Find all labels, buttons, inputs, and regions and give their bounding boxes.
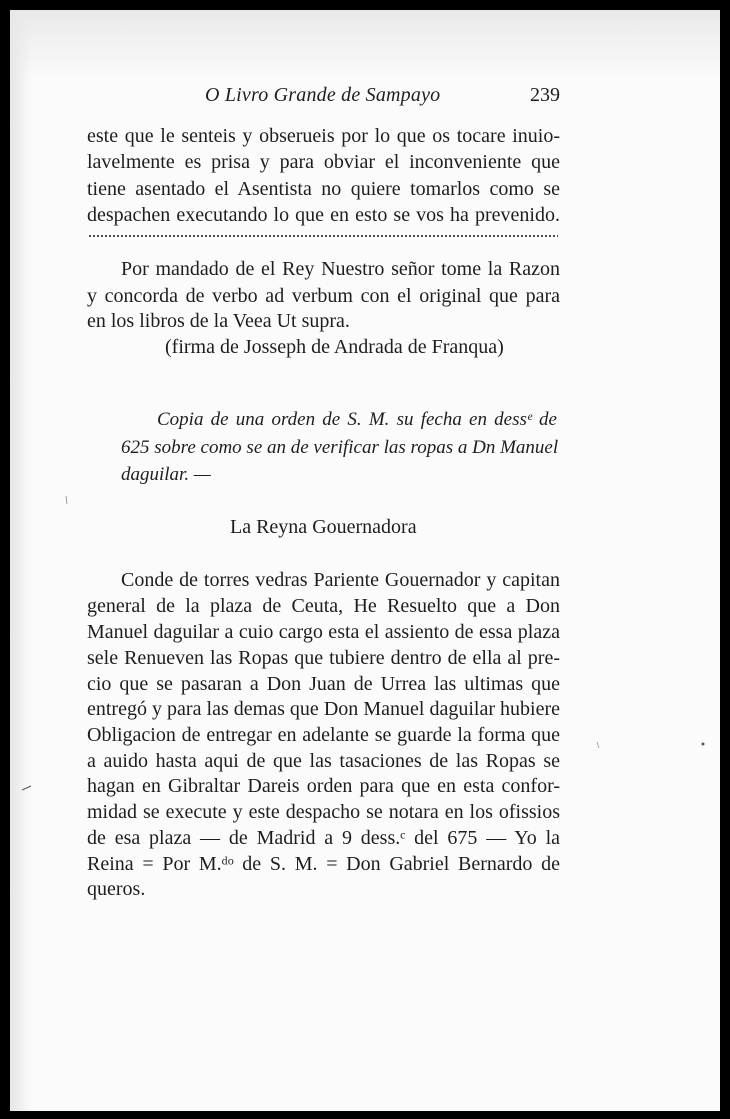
speck-mark xyxy=(22,786,31,790)
paragraph2-line: en los libros de la Veea Ut supra. xyxy=(87,310,350,332)
running-title: O Livro Grande de Sampayo xyxy=(205,84,441,106)
caption-line: 625 sobre como se an de verificar las ropas a Dn Manuel xyxy=(121,437,559,458)
paragraph3-line: cio que se pasaran a Don Juan de Urrea las ultimas que xyxy=(87,673,560,695)
paragraph3-line: Conde de torres vedras Pariente Gouernador y capitan xyxy=(121,569,560,591)
speck-mark xyxy=(66,496,67,504)
paragraph1-line: lavelmente es prisa y para obviar el inconveniente que xyxy=(87,151,560,173)
paragraph3-line: hagan en Gibraltar Dareis orden para que en esta confor- xyxy=(87,775,560,797)
paragraph3-line: general de la plaza de Ceuta, He Resuelto que a Don xyxy=(87,595,560,617)
paragraph1-line: despachen executando lo que en esto se vos ha prevenido. xyxy=(87,204,560,226)
paragraph3-line: Manuel daguilar a cuio cargo esta el assiento de essa plaza xyxy=(87,621,560,643)
paragraph2-line: Por mandado de el Rey Nuestro señor tome la Razon xyxy=(121,258,560,280)
speck-mark xyxy=(597,742,599,748)
caption-line: Copia de una orden de S. M. su fecha en dessᵉ de xyxy=(157,409,557,430)
paragraph1-line: tiene asentado el Asentista no quiere tomarlos como se xyxy=(87,178,560,200)
paragraph3-line: Obligacion de entregar en adelante se guarde la forma que xyxy=(87,724,560,746)
paragraph3-line: sele Renueven las Ropas que tubiere dentro de ella al pre- xyxy=(87,647,560,669)
caption-line: daguilar. — xyxy=(121,464,211,485)
paragraph3-line: Reina = Por M.ᵈᵒ de S. M. = Don Gabriel Bernardo de xyxy=(87,853,560,875)
paragraph3-line: midad se execute y este despacho se notara en los ofissios xyxy=(87,801,560,823)
signature-note: (firma de Josseph de Andrada de Franqua) xyxy=(165,336,504,358)
paragraph3-line: de esa plaza — de Madrid a 9 dess.ᶜ del 675 — Yo la xyxy=(87,827,560,849)
paragraph2-line: y concorda de verbo ad verbum con el original que para xyxy=(87,285,560,307)
section-heading-text: La Reyna Gouernadora xyxy=(230,516,417,538)
page-number: 239 xyxy=(530,84,560,106)
paragraph3-line: queros. xyxy=(87,878,146,900)
speck-mark xyxy=(702,743,705,746)
paragraph3-line: entregó y para las demas que Don Manuel daguilar hubiere xyxy=(87,698,560,720)
paragraph3-line: a auido hasta aqui de que las tasaciones de las Ropas se xyxy=(87,750,560,772)
paragraph1-line: este que le senteis y obserueis por lo que os tocare inuio- xyxy=(87,125,560,147)
